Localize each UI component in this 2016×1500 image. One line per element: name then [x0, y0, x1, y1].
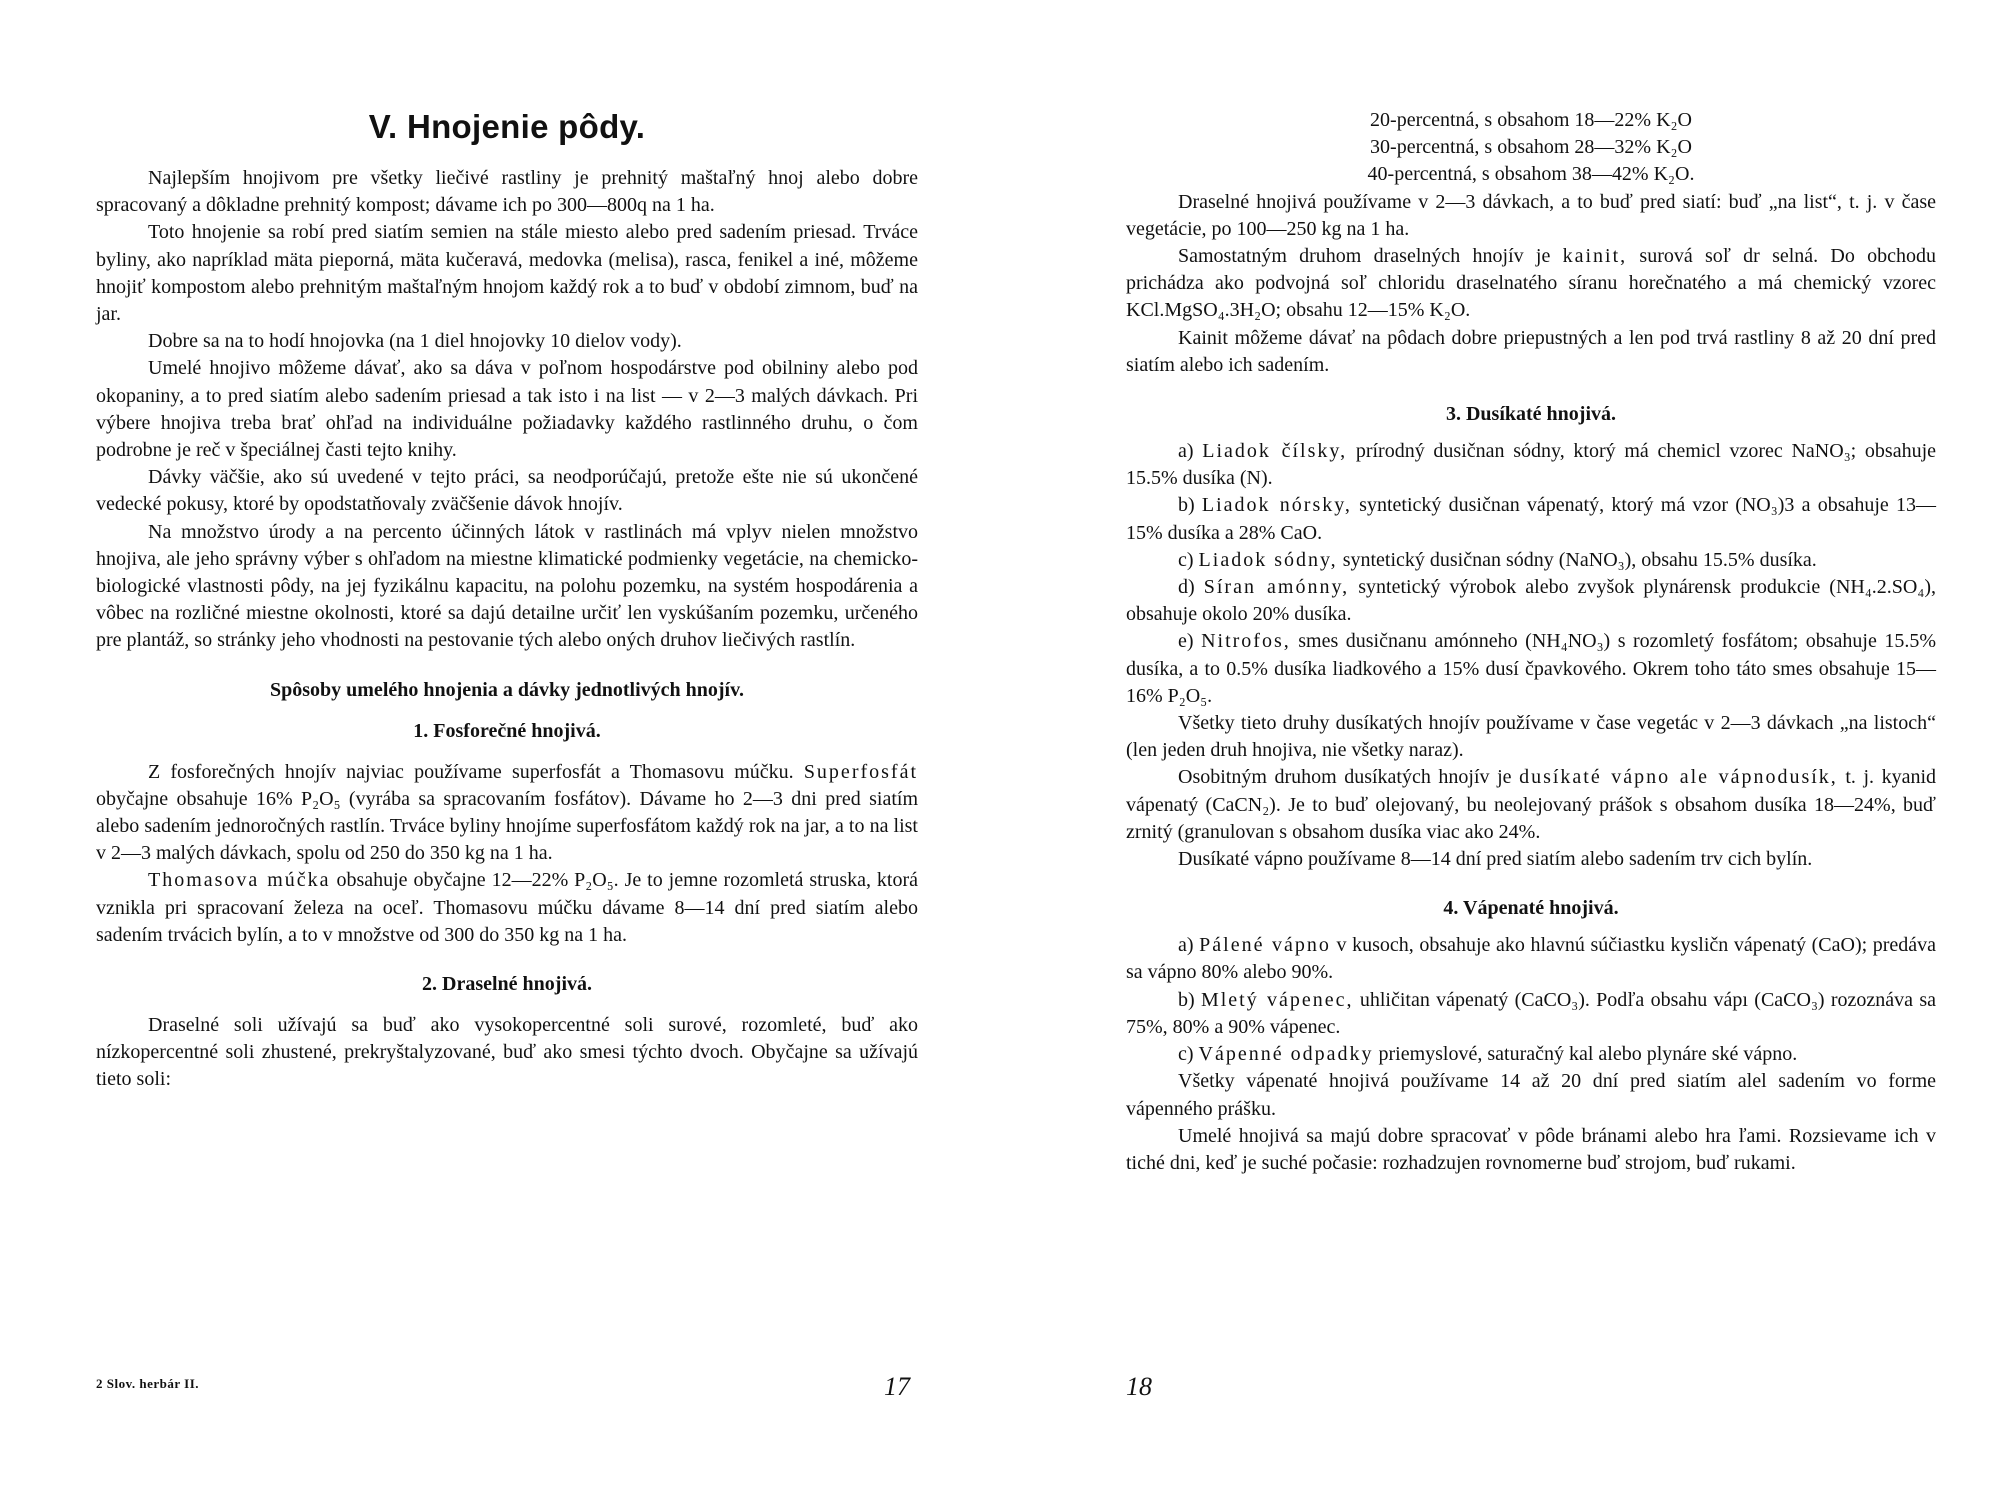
- term: Mletý vápenec,: [1200, 988, 1354, 1011]
- paragraph: [1126, 764, 1936, 846]
- paragraph: Na množstvo úrody a na percento účinných látok v rastlinách má vplyv nielen množstvo hnojiva, ale jeho správny výber s ohľadom na miestne klimatické podmienky vegetácie, na chemicko-biologické vlastnosti pôdy, na jej fyzikálnu kapacitu, na polohu pozemku, na systém hospodárenia a vôbec na rozličné miestne okolnosti, ktoré sa dajú detailne určiť len vyskúšaním pozemku, určeného pre plantáž, so stránky jeho vhodnosti na pestovanie tých alebo oných druhov liečivých rastlín.: [96, 520, 918, 652]
- text: Samostatným druhom draselných hnojív je: [1178, 245, 1551, 268]
- chapter-title: V. Hnojenie pôdy.: [368, 108, 646, 145]
- term: Liadok čílsky,: [1202, 440, 1348, 463]
- text: priemyslové, saturačný kal alebo plynáre ské vápno.: [1378, 1043, 1798, 1066]
- text: prírodný dusičnan sódny, ktorý má chemicl vzorec NaNO₃; obsahuje 15.5% dusíka (N).: [1126, 440, 1937, 490]
- section-heading-phosphorus: 1. Fosforečné hnojivá.: [413, 719, 601, 742]
- list-item: [1126, 574, 1936, 628]
- item-label: c): [1178, 548, 1194, 571]
- list-item: [1126, 492, 1936, 546]
- list-item: 40-percentná, s obsahom 38—42% K₂O.: [1367, 163, 1695, 186]
- list-item: [1126, 438, 1936, 492]
- paragraph: Draselné soli užívajú sa buď ako vysokopercentné soli surové, rozomleté, buď ako nízkopercentné soli zhustené, prekryštalyzované, buď ako smesi týchto dvoch. Obyčajne sa užívajú tieto soli:: [96, 1014, 918, 1091]
- text: obyčajne obsahuje 16% P₂O₅ (vyrába sa spracovaním fosfátov). Dávame ho 2—3 dni pred siatím alebo sadením jednoročných rastlín. Trváce byliny hnojíme superfosfátom každý rok na jar, a to na list v 2—3 malých dávkach, spolu od 250 do 350 kg na 1 ha.: [96, 787, 918, 865]
- term: Síran amónny,: [1203, 576, 1350, 599]
- list-item: [1126, 932, 1936, 986]
- term: kainit,: [1562, 245, 1628, 268]
- list-item: 20-percentná, s obsahom 18—22% K₂O: [1370, 109, 1692, 131]
- item-label: a): [1178, 934, 1194, 957]
- item-label: c): [1178, 1043, 1194, 1066]
- paragraph: [96, 759, 918, 868]
- potash-salt-list: [1126, 107, 1936, 189]
- right-text-column: [1126, 107, 1936, 1177]
- item-label: e): [1178, 630, 1194, 653]
- section-heading-potash: 2. Draselné hnojivá.: [422, 973, 592, 996]
- right-page: [1008, 0, 2016, 1500]
- term: Pálené vápno: [1199, 934, 1331, 957]
- text: v kusoch, obsahuje ako hlavnú súčiastku kysličn vápenatý (CaO); predáva sa vápno 80% alebo 90%.: [1126, 934, 1937, 984]
- paragraph: Kainit môžeme dávať na pôdach dobre priepustných a len pod trvá rastliny 8 až 20 dní pred siatím alebo ich sadením.: [1126, 326, 1936, 376]
- list-item: 30-percentná, s obsahom 28—32% K₂O: [1370, 136, 1692, 159]
- paragraph: Všetky vápenaté hnojivá používame 14 až 20 dní pred siatím alel sadením vo forme vápenného prášku.: [1126, 1070, 1936, 1120]
- list-item: [1126, 1041, 1936, 1068]
- term: Liadok nórsky,: [1201, 494, 1352, 517]
- list-item: [1126, 987, 1936, 1041]
- item-label: b): [1178, 494, 1195, 517]
- text: uhličitan vápenatý (CaCO₃). Podľa obsahu vápı (CaCO₃) rozoznáva sa 75%, 80% a 90% vápenec.: [1126, 988, 1936, 1038]
- paragraph: Umelé hnojivo môžeme dávať, ako sa dáva v poľnom hospodárstve pod obilniny alebo pod okopaniny, a to pred siatím alebo sadením priesad a tak isto i na list — v 2—3 malých dávkach. Pri výbere hnojiva treba brať ohľad na individuálne požiadavky každého rastlinného druhu, o čom podrobne je reč v špeciálnej časti tejto knihy.: [96, 357, 918, 462]
- paragraph: Draselné hnojivá používame v 2—3 dávkach, a to buď pred siatí: buď „na list“, t. j. v čase vegetácie, po 100—250 kg na 1 ha.: [1126, 190, 1936, 240]
- item-label: d): [1178, 576, 1195, 599]
- paragraph: [1126, 243, 1936, 325]
- text: Z fosforečných hnojív najviac používame superfosfát a Thomasovu múčku.: [148, 760, 794, 783]
- footnote: 2 Slov. herbár II.: [96, 1376, 200, 1391]
- item-label: b): [1178, 988, 1195, 1011]
- paragraph: Toto hnojenie sa robí pred siatím semien na stále miesto alebo pred sadením priesad. Trváce byliny, ako napríklad mäta pieporná, mäta kučeravá, medovka (melisa), rasca, fenikel a iné, môžeme hnojiť kompostom alebo prehnitým maštaľným hnojom každý rok a to buď v období zimnom, buď na jar.: [96, 221, 918, 326]
- text: Osobitným druhom dusíkatých hnojív je: [1178, 766, 1512, 789]
- term: Vápenné odpadky: [1198, 1043, 1374, 1066]
- list-item: [1126, 547, 1936, 574]
- term: Thomasova múčka: [148, 869, 331, 892]
- paragraph: Všetky tieto druhy dusíkatých hnojív používame v čase vegetác v 2—3 dávkach „na listoch“ (len jeden druh hnojiva, nie všetky naraz).: [1126, 712, 1936, 762]
- text: surová soľ dr selná. Do obchodu prichádza ako podvojná soľ chloridu draselnatého síranu horečnatého a má chemický vzorec KCl.MgSO₄.3H₂O; obsahu 12—15% K₂O.: [1126, 245, 1937, 322]
- term: dusíkaté vápno ale vápnodusík,: [1519, 766, 1838, 789]
- term: Liadok sódny,: [1198, 548, 1338, 571]
- section-heading-nitrogen: 3. Dusíkaté hnojivá.: [1445, 403, 1617, 426]
- section-heading-methods: Spôsoby umelého hnojenia a dávky jednotlivých hnojív.: [270, 678, 744, 701]
- term: Nitrofos,: [1201, 630, 1291, 653]
- paragraph: Dávky väčšie, ako sú uvedené v tejto práci, sa neodporúčajú, pretože ešte nie sú ukončené vedecké pokusy, ktoré by opodstatňovaly zväčšenie dávok hnojív.: [96, 466, 918, 516]
- paragraph: Dobre sa na to hodí hnojovka (na 1 diel hnojovky 10 dielov vody).: [148, 330, 682, 353]
- page-number: 18: [1126, 1372, 1152, 1401]
- text: syntetický dusičnan vápenatý, ktorý má vzor (NO₃)3 a obsahuje 13—15% dusíka a 28% CaO.: [1126, 494, 1937, 544]
- section-heading-lime: 4. Vápenaté hnojivá.: [1443, 897, 1619, 920]
- left-text-column: [96, 165, 918, 1094]
- paragraph: Umelé hnojivá sa majú dobre spracovať v pôde bránami alebo hra ľami. Rozsievame ich v tiché dni, keď je suché počasie: rozhadzujen rovnomerne buď strojom, buď rukami.: [1126, 1124, 1936, 1174]
- item-label: a): [1178, 440, 1194, 463]
- paragraph: [96, 867, 918, 949]
- paragraph: Najlepším hnojivom pre všetky liečivé rastliny je prehnitý maštaľný hnoj alebo dobre spracovaný a dôkladne prehnitý kompost; dávame ich po 300—800q na 1 ha.: [96, 167, 918, 217]
- list-item: [1126, 628, 1936, 710]
- text: syntetický výrobok alebo zvyšok plynárensk produkcie (NH₄.2.SO₄), obsahuje okolo 20% dusíka.: [1126, 576, 1937, 626]
- page-number: 17: [884, 1372, 910, 1401]
- text: t. j. kyanid vápenatý (CaCN₂). Je to buď olejovaný, bu neolejovaný prášok s obsahom dusíka 18—24%, buď zrnitý (granulovan s obsahom dusíka viac ako 24%.: [1126, 766, 1937, 843]
- text: obsahuje obyčajne 12—22% P₂O₅. Je to jemne rozomletá struska, ktorá vznikla pri spracovaní železa na oceľ. Thomasovu múčku dávame 8—14 dní pred siatím alebo sadením trvácich bylín, a to v množstve od 300 do 350 kg na 1 ha.: [96, 869, 918, 946]
- term: Superfosfát: [803, 760, 919, 783]
- text: smes dusičnanu amónneho (NH₄NO₃) s rozomletý fosfátom; obsahuje 15.5% dusíka, a to 0.5% dusíka liadkového a 15% dusí čpavkového. Okrem toho táto smes obsahuje 15—16% P₂O₅.: [1126, 630, 1937, 707]
- text: syntetický dusičnan sódny (NaNO₃), obsahu 15.5% dusíka.: [1342, 548, 1817, 571]
- paragraph: Dusíkaté vápno používame 8—14 dní pred siatím alebo sadením trv cich bylín.: [1178, 848, 1813, 871]
